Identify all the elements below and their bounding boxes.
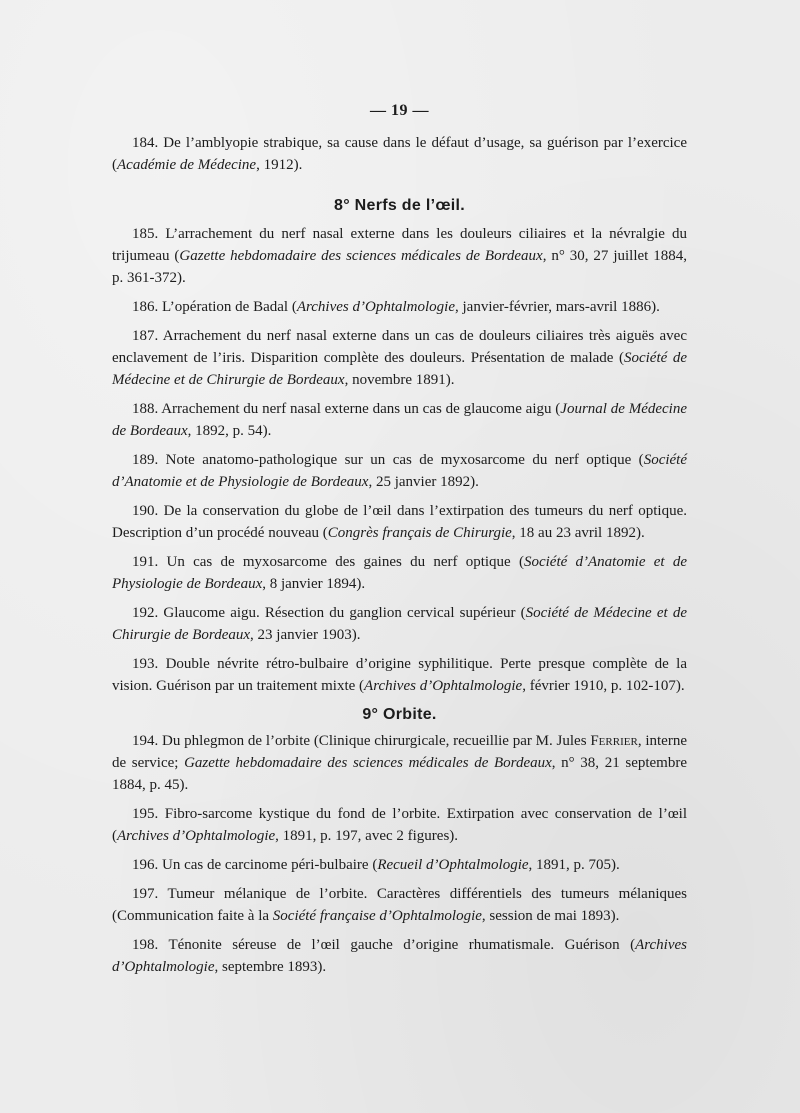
- entry-text: Glaucome aigu. Résection du ganglion cervical supérieur (: [158, 605, 526, 621]
- entry-text: Un cas de carcinome péri-bulbaire (: [158, 857, 378, 873]
- entry-text: , 1891, p. 197, avec 2 figures).: [275, 828, 459, 844]
- entry-number: 190.: [132, 503, 159, 519]
- entry-text: , 18 au 23 avril 1892).: [511, 525, 645, 541]
- entry-text: , n° 30, 27 juillet 1884, p. 361-372).: [112, 248, 688, 286]
- entry-text: Arrachement du nerf nasal externe dans un cas de douleurs ciliaires très aiguës avec enclavement de l’iris. Disparition complète des douleurs. Présentation de malade (: [112, 328, 687, 366]
- entry-source-italic: Société d’Anatomie et de Physiologie de Bordeaux: [112, 452, 687, 490]
- entry-text: , 8 janvier 1894).: [262, 576, 366, 592]
- entry-text: , 1892, p. 54).: [187, 423, 272, 439]
- entry-text: Arrachement du nerf nasal externe dans un cas de glaucome aigu (: [158, 401, 561, 417]
- bibliography-entry: [112, 449, 687, 493]
- entry-text: , interne de service;: [112, 733, 687, 771]
- entry-number: 187.: [132, 328, 159, 344]
- entry-source-italic: Société française d’Ophtalmologie: [272, 908, 482, 924]
- entry-number: 184.: [132, 135, 159, 151]
- entry-text: , session de mai 1893).: [481, 908, 620, 924]
- bibliography-entry: [112, 883, 687, 927]
- page-content: [112, 100, 687, 985]
- entry-text: , janvier-février, mars-avril 1886).: [455, 299, 660, 315]
- entry-source-italic: Archives d’Ophtalmologie: [296, 299, 455, 315]
- entry-source-italic: Archives d’Ophtalmologie: [364, 678, 523, 694]
- entry-text: , n° 38, 21 septembre 1884, p. 45).: [112, 755, 687, 793]
- entry-text: Note anatomo-pathologique sur un cas de myxosarcome du nerf optique (: [158, 452, 644, 468]
- entry-number: 193.: [132, 656, 159, 672]
- bibliography-entry: [112, 500, 687, 544]
- entry-number: 196.: [132, 857, 159, 873]
- entry-text: , février 1910, p. 102-107).: [522, 678, 685, 694]
- entry-text: , novembre 1891).: [344, 372, 455, 388]
- bibliography-entry: [112, 854, 687, 876]
- entry-source-italic: Journal de Médecine de Bordeaux: [112, 401, 688, 439]
- entry-text: Un cas de myxosarcome des gaines du nerf optique (: [158, 554, 524, 570]
- entry-text: L’opération de Badal (: [158, 299, 297, 315]
- entry-source-italic: Gazette hebdomadaire des sciences médicales de Bordeaux: [184, 755, 552, 771]
- entry-text: De l’amblyopie strabique, sa cause dans le défaut d’usage, sa guérison par l’exercice (: [112, 135, 687, 173]
- entry-source-italic: Congrès français de Chirurgie: [327, 525, 512, 541]
- entry-number: 189.: [132, 452, 159, 468]
- entry-number: 191.: [132, 554, 159, 570]
- entry-number: 198.: [132, 937, 159, 953]
- entry-author-name: Ferrier: [590, 733, 638, 749]
- entry-text: , septembre 1893).: [214, 959, 327, 975]
- entry-text: Fibro-sarcome kystique du fond de l’orbite. Extirpation avec conservation de l’œil (: [112, 806, 687, 844]
- bibliography-entry: [112, 132, 687, 176]
- entry-source-italic: Recueil d’Ophtalmologie: [377, 857, 529, 873]
- entry-source-italic: Société d’Anatomie et de Physiologie de Bordeaux: [112, 554, 687, 592]
- bibliography-entry: [112, 223, 687, 289]
- entry-text: De la conservation du globe de l’œil dans l’extirpation des tumeurs du nerf optique. Description d’un procédé nouveau (: [112, 503, 687, 541]
- entry-source-italic: Société de Médecine et de Chirurgie de Bordeaux: [112, 350, 687, 388]
- entries-top: [112, 132, 687, 176]
- entry-number: 194.: [132, 733, 159, 749]
- entry-source-italic: Société de Médecine et de Chirurgie de Bordeaux: [112, 605, 687, 643]
- entry-text: L’arrachement du nerf nasal externe dans les douleurs ciliaires et la névralgie du trijumeau (: [112, 226, 687, 264]
- bibliography-entry: [112, 803, 687, 847]
- entry-number: 188.: [132, 401, 159, 417]
- entry-text: , 25 janvier 1892).: [368, 474, 479, 490]
- bibliography-entry: [112, 934, 687, 978]
- entry-text: , 1912).: [256, 157, 303, 173]
- bibliography-entry: [112, 296, 687, 318]
- entry-text: , 1891, p. 705).: [528, 857, 620, 873]
- entry-source-italic: Archives d’Ophtalmologie: [117, 828, 276, 844]
- bibliography-entry: [112, 602, 687, 646]
- entry-text: Ténonite séreuse de l’œil gauche d’origine rhumatismale. Guérison (: [158, 937, 636, 953]
- entry-number: 195.: [132, 806, 159, 822]
- entry-text: Double névrite rétro-bulbaire d’origine syphilitique. Perte presque complète de la vision. Guérison par un traitement mixte (: [112, 656, 687, 694]
- entry-text: , 23 janvier 1903).: [250, 627, 361, 643]
- bibliography-entry: [112, 730, 687, 796]
- entry-source-italic: Gazette hebdomadaire des sciences médicales de Bordeaux: [179, 248, 543, 264]
- entry-number: 192.: [132, 605, 159, 621]
- entry-number: 197.: [132, 886, 159, 902]
- bibliography-entry: [112, 398, 687, 442]
- entries-orbite: [112, 730, 687, 978]
- entry-number: 185.: [132, 226, 159, 242]
- bibliography-entry: [112, 325, 687, 391]
- bibliography-entry: [112, 551, 687, 595]
- entry-number: 186.: [132, 299, 159, 315]
- entries-nerfs: [112, 223, 687, 697]
- section-heading-orbite: 9° Orbite.: [362, 706, 437, 723]
- entry-text: Du phlegmon de l’orbite (Clinique chirurgicale, recueillie par M. Jules: [158, 733, 591, 749]
- page-number: — 19 —: [370, 102, 429, 119]
- entry-source-italic: Archives d’Ophtalmologie: [112, 937, 687, 975]
- entry-source-italic: Académie de Médecine: [117, 157, 257, 173]
- bibliography-entry: [112, 653, 687, 697]
- entry-text: Tumeur mélanique de l’orbite. Caractères différentiels des tumeurs mélaniques (Communication faite à la: [112, 886, 687, 924]
- section-heading-nerfs: 8° Nerfs de l’œil.: [334, 197, 465, 214]
